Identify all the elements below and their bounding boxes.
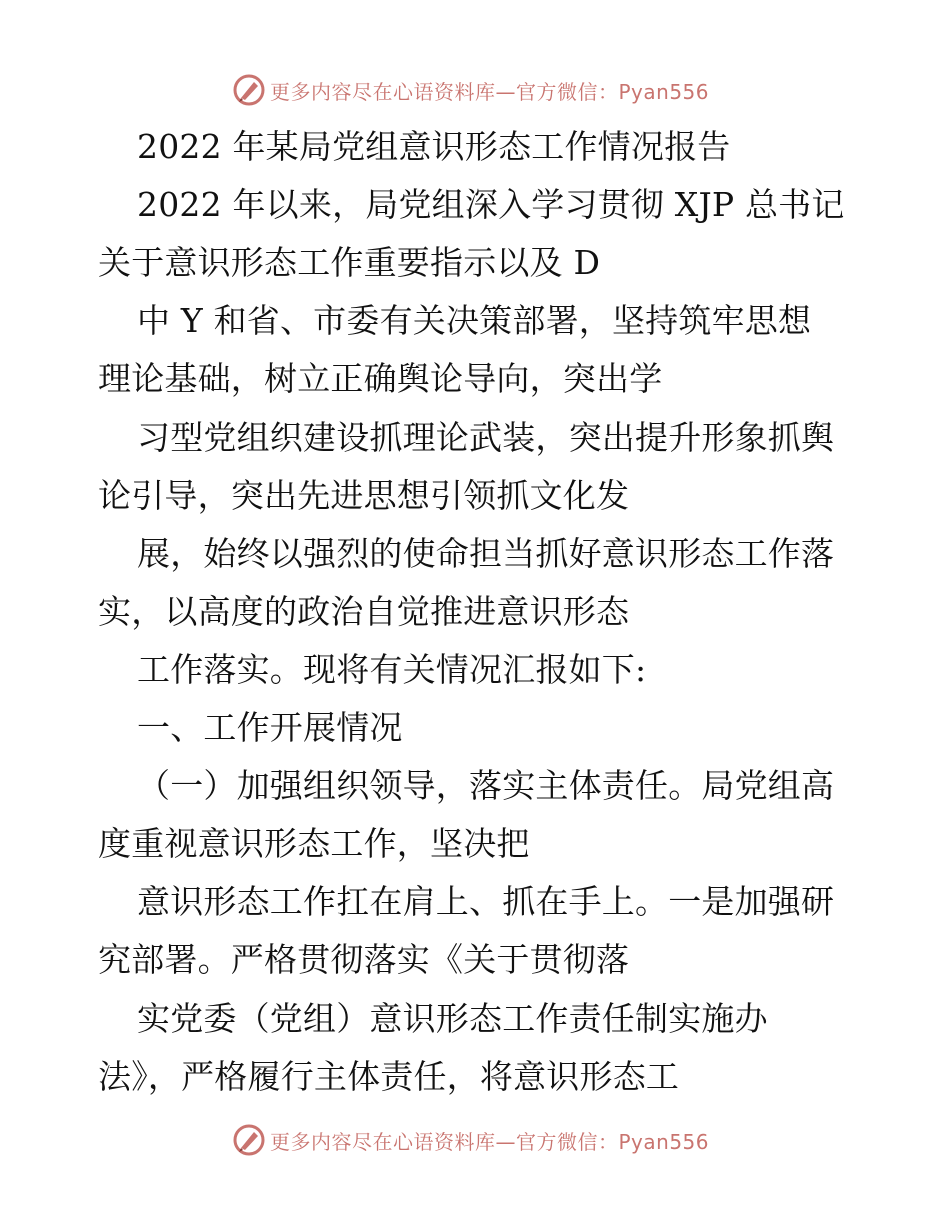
- document-line: 究部署。严格贯彻落实《关于贯彻落: [98, 940, 630, 979]
- document-line: 2022 年某局党组意识形态工作情况报告: [137, 127, 731, 166]
- document-line: 实党委（党组）意识形态工作责任制实施办: [137, 999, 768, 1038]
- watermark-header: [232, 70, 709, 110]
- document-line: 论引导，突出先进思想引领抓文化发: [98, 476, 630, 515]
- document-line: 展，始终以强烈的使命担当抓好意识形态工作落: [137, 534, 835, 573]
- document-line: 理论基础，树立正确舆论导向，突出学: [98, 359, 663, 398]
- pen-logo-icon: [232, 1123, 266, 1157]
- document-line: 一、工作开展情况: [137, 708, 403, 747]
- document-line: 实，以高度的政治自觉推进意识形态: [98, 592, 630, 631]
- document-line: 工作落实。现将有关情况汇报如下:: [137, 650, 647, 689]
- watermark-text: 更多内容尽在心语资料库—官方微信：Pyan556: [270, 1129, 710, 1154]
- watermark-text: 更多内容尽在心语资料库—官方微信：Pyan556: [270, 79, 710, 104]
- document-line: 度重视意识形态工作，坚决把: [98, 824, 530, 863]
- document-line: 习型党组织建设抓理论武装，突出提升形象抓舆: [137, 418, 835, 457]
- document-line: 关于意识形态工作重要指示以及 D: [98, 243, 601, 282]
- document-line: 意识形态工作扛在肩上、抓在手上。一是加强研: [137, 882, 835, 921]
- document-line: 法》，严格履行主体责任，将意识形态工: [98, 1057, 680, 1096]
- document-line: 2022 年以来，局党组深入学习贯彻 XJP 总书记: [137, 185, 845, 224]
- watermark-footer: [232, 1120, 709, 1160]
- pen-logo-icon: [232, 73, 266, 107]
- document-line: （一）加强组织领导，落实主体责任。局党组高: [137, 766, 835, 805]
- document-line: 中 Y 和省、市委有关决策部署，坚持筑牢思想: [137, 301, 812, 340]
